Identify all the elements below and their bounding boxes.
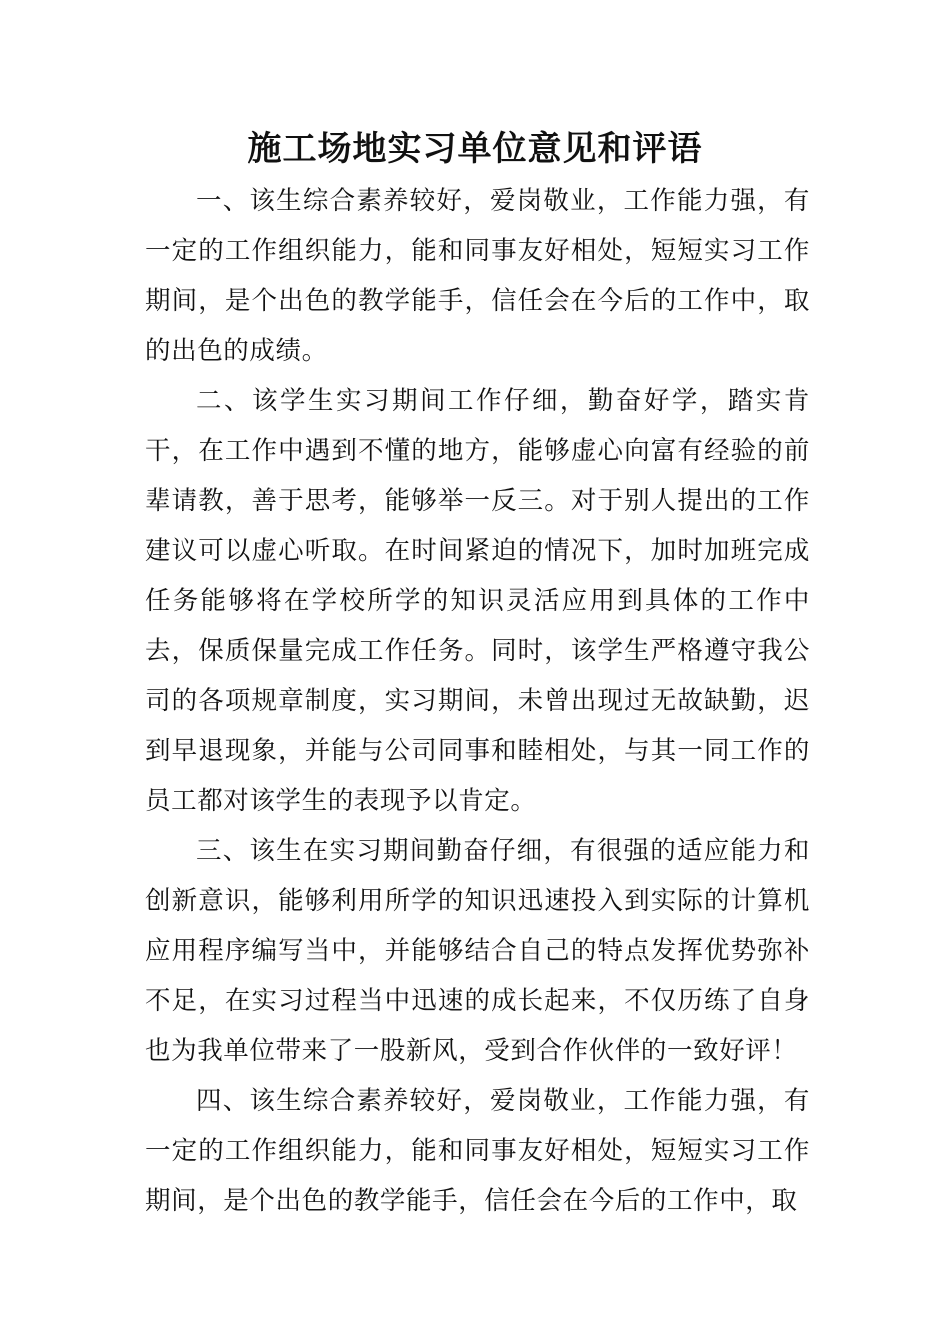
paragraph-4: 四、该生综合素养较好，爱岗敬业，工作能力强，有一定的工作组织能力，能和同事友好相处，短短实习工作期间，是个出色的教学能手，信任会在今后的工作中，取 bbox=[145, 1086, 810, 1216]
paragraph-2: 二、该学生实习期间工作仔细，勤奋好学，踏实肯干，在工作中遇到不懂的地方，能够虚心向富有经验的前辈请教，善于思考，能够举一反三。对于别人提出的工作建议可以虚心听取。在时间紧迫的情况下，加时加班完成任务能够将在学校所学的知识灵活应用到具体的工作中去，保质保量完成工作任务。同时，该学生严格遵守我公司的各项规章制度，实习期间，未曾出现过无故缺勤，迟到早退现象，并能与公司同事和睦相处，与其一同工作的员工都对该学生的表现予以肯定。 bbox=[145, 386, 810, 816]
document-body bbox=[145, 176, 810, 1226]
document-title: 施工场地实习单位意见和评语 bbox=[247, 129, 703, 169]
paragraph-3: 三、该生在实习期间勤奋仔细，有很强的适应能力和创新意识，能够利用所学的知识迅速投入到实际的计算机应用程序编写当中，并能够结合自己的特点发挥优势弥补不足，在实习过程当中迅速的成长起来，不仅历练了自身也为我单位带来了一股新风，受到合作伙伴的一致好评！ bbox=[145, 836, 810, 1066]
paragraph-1: 一、该生综合素养较好，爱岗敬业，工作能力强，有一定的工作组织能力，能和同事友好相处，短短实习工作期间，是个出色的教学能手，信任会在今后的工作中，取的出色的成绩。 bbox=[145, 186, 810, 366]
